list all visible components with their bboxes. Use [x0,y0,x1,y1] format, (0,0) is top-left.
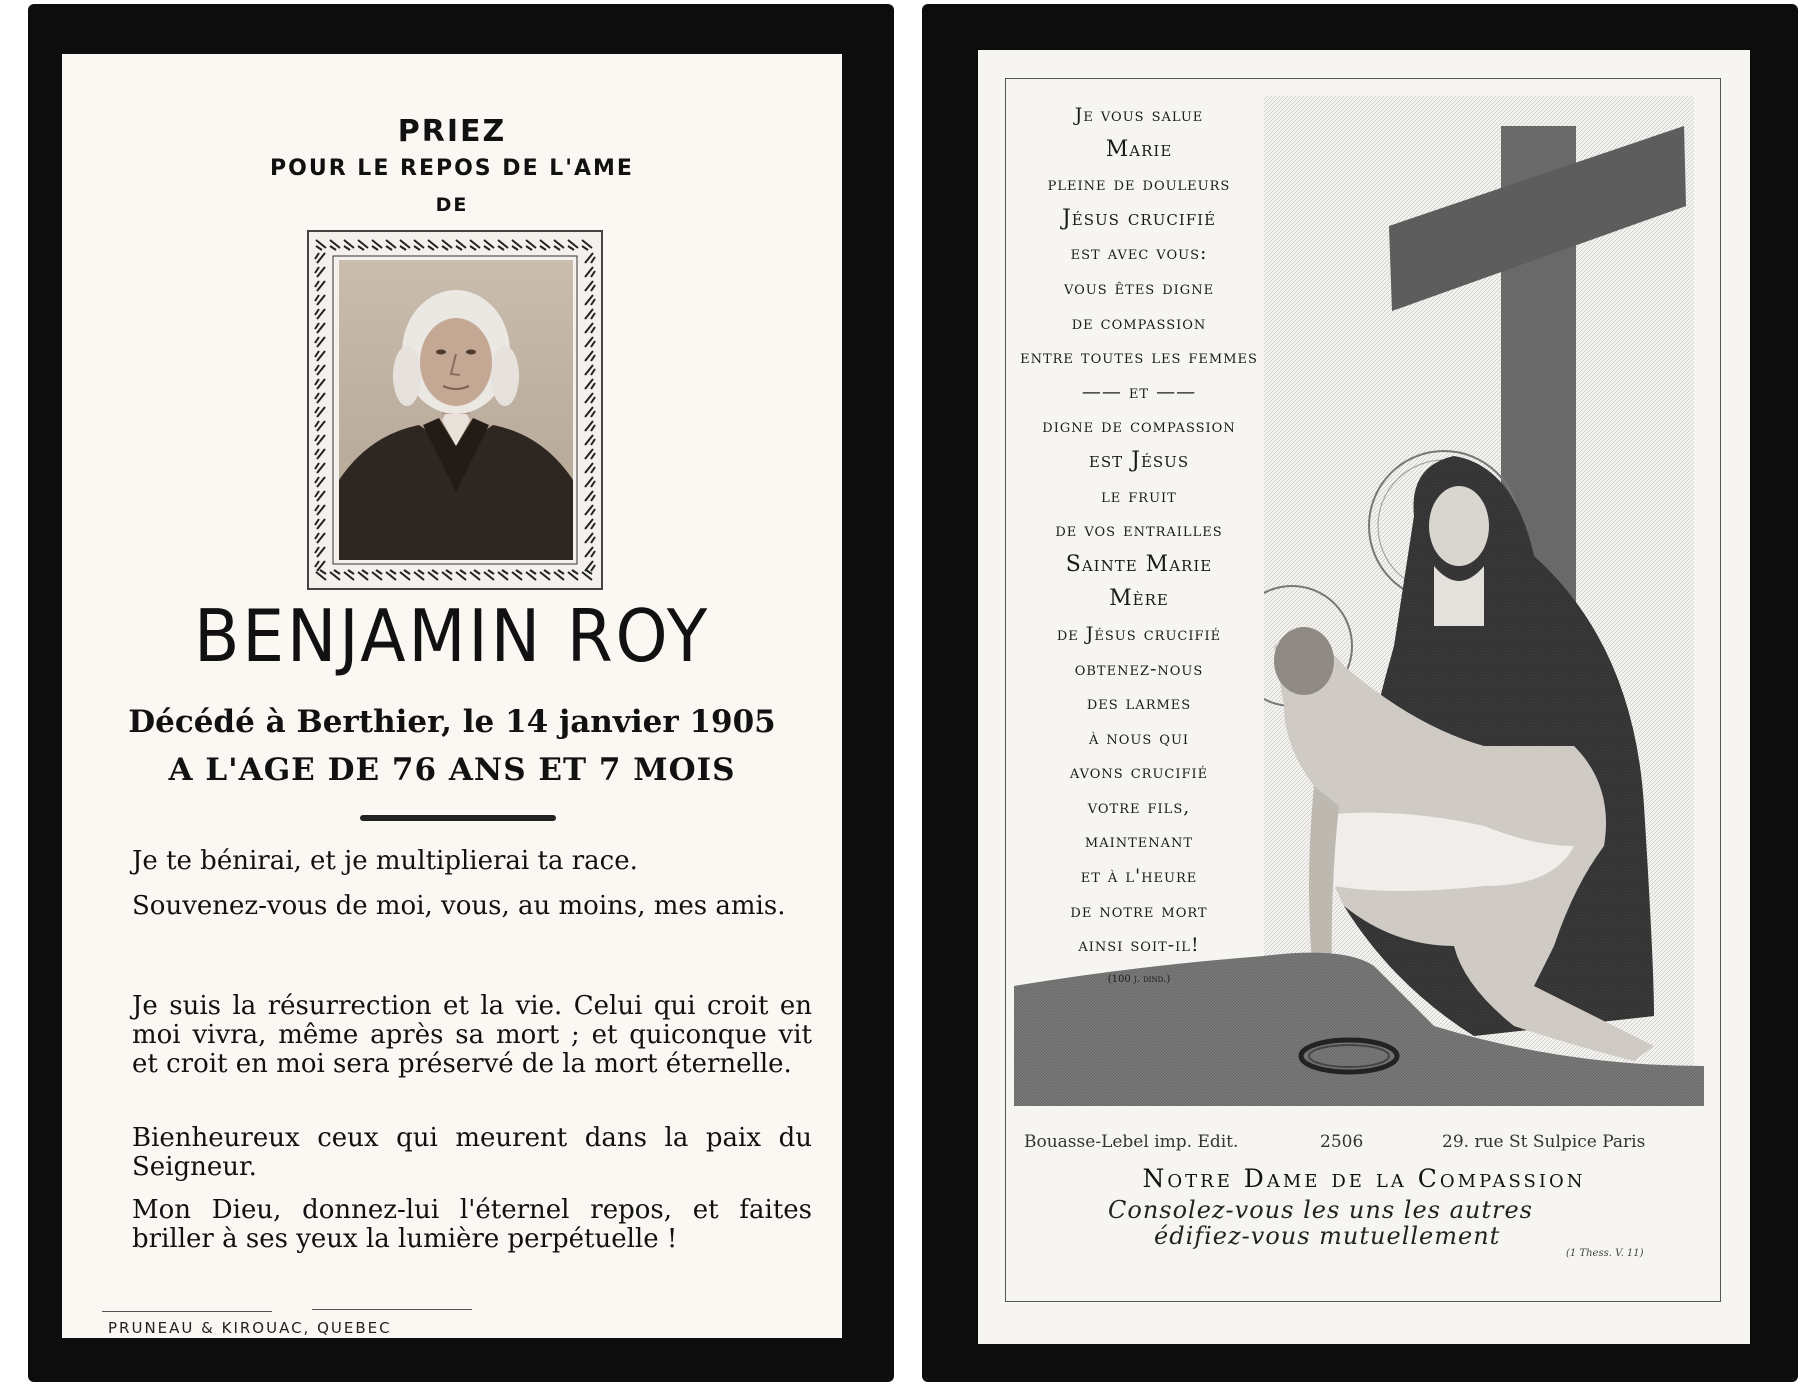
de-heading: DE [435,194,469,216]
prayer-line: votre fils, [1087,795,1191,818]
frame-ornament-mark [585,337,595,347]
frame-ornament-mark [372,570,382,580]
frame-ornament-mark [470,570,480,580]
frame-ornament-mark [315,351,325,361]
frame-ornament-mark [315,449,325,459]
frame-ornament-mark [315,295,325,305]
frame-ornament-mark [414,570,424,580]
frame-ornament-mark [315,267,325,277]
frame-ornament-mark [470,240,480,250]
frame-ornament-mark [315,561,325,571]
frame-ornament-mark [358,240,368,250]
frame-ornament-mark [315,491,325,501]
frame-ornament-mark [344,570,354,580]
frame-ornament-mark [512,570,522,580]
indulgence-note: (100 j. dind.) [1107,973,1171,985]
frame-ornament-mark [585,393,595,403]
frame-ornament-mark [428,240,438,250]
verse-2 [102,892,812,921]
prayer-line: à nous qui [1088,726,1190,749]
scripture-reference: (1 Thess. V. 11) [1566,1248,1644,1259]
frame-ornament-mark [315,505,325,515]
frame-ornament-mark [585,519,595,529]
frame-ornament-mark [498,570,508,580]
verse-5-text: Mon Dieu, donnez-lui l'éternel repos, et faites briller à ses yeux la lumière perpétuelle ! [132,1195,812,1254]
verse-1 [102,847,812,876]
deceased-name: BENJAMIN ROY [194,594,710,678]
death-date-line: Décédé à Berthier, le 14 janvier 1905 [128,704,776,740]
frame-ornament-mark [315,435,325,445]
frame-ornament-mark [585,309,595,319]
frame-ornament-mark [585,477,595,487]
frame-ornament-mark [315,309,325,319]
frame-ornament-mark [315,463,325,473]
verse-5 [102,1196,812,1254]
frame-ornament-mark [315,337,325,347]
frame-ornament-mark [526,240,536,250]
frame-ornament-mark [585,491,595,501]
prayer-line: Jésus crucifié [1061,205,1217,231]
prayer-line: maintenant [1084,830,1194,853]
scripture-line-2: édifiez-vous mutuellement [1154,1222,1501,1250]
frame-ornament-mark [585,379,595,389]
frame-ornament-mark [344,240,354,250]
frame-ornament-mark [554,240,564,250]
engraving-title: Notre Dame de la Compassion [1142,1164,1586,1193]
frame-ornament-mark [585,449,595,459]
prayer-line: de notre mort [1070,899,1208,922]
frame-ornament-mark [330,240,340,250]
prayer-line: de vos entrailles [1055,519,1223,542]
frame-ornament-mark [456,240,466,250]
prayer-line: Je vous salue [1074,104,1204,126]
frame-ornament-mark [315,393,325,403]
frame-ornament-mark [315,547,325,557]
frame-ornament-mark [526,570,536,580]
prayer-line: de compassion [1071,311,1207,334]
frame-ornament-mark [585,295,595,305]
prayer-text [1014,98,1264,997]
frame-ornament-mark [316,570,326,580]
prayer-line: ainsi soit-il! [1078,934,1200,957]
frame-ornament-mark [585,365,595,375]
frame-ornament-mark [456,570,466,580]
prayer-line: —— et —— [1081,380,1197,403]
printer-imprint: PRUNEAU & KIROUAC, QUEBEC [108,1319,392,1337]
prayer-line: et à l'heure [1080,865,1198,888]
frame-ornament-mark [442,240,452,250]
frame-ornament-mark [315,533,325,543]
prayer-line: est avec vous: [1070,242,1208,265]
frame-ornament-mark [315,281,325,291]
prayer-line: entre toutes les femmes [1020,346,1258,369]
frame-ornament-mark [585,505,595,515]
frame-ornament-mark [315,365,325,375]
memorial-card-front [62,54,842,1338]
frame-ornament-mark [315,323,325,333]
pour-le-repos-heading: POUR LE REPOS DE L'AME [270,156,634,181]
frame-ornament-mark [582,570,592,580]
printer-divider-right [312,1309,472,1310]
frame-ornament-mark [554,570,564,580]
frame-ornament-mark [484,570,494,580]
verse-3-text: Je suis la résurrection et la vie. Celui qui croit en moi vivra, même après sa mort ; et quiconque vit et croit en moi sera préservé de la mort éternelle. [132,991,812,1079]
verse-3 [102,992,812,1079]
frame-ornament-mark [386,240,396,250]
frame-ornament-mark [585,281,595,291]
prayer-line: avons crucifié [1069,761,1209,784]
frame-ornament-mark [568,240,578,250]
frame-ornament-mark [585,561,595,571]
publisher-number: 2506 [1320,1132,1364,1152]
prayer-line: obtenez-nous [1074,657,1204,680]
prayer-line: Marie [1105,136,1173,162]
scripture-line-1: Consolez-vous les uns les autres [1108,1196,1533,1224]
frame-ornament-mark [585,351,595,361]
prayer-line: de Jésus crucifié [1056,622,1222,645]
frame-ornament-mark [400,240,410,250]
ornament-divider [360,815,556,821]
prayer-line: pleine de douleurs [1047,173,1231,196]
frame-ornament-mark [315,407,325,417]
prayer-line: vous êtes digne [1063,276,1215,299]
frame-ornament-mark [372,240,382,250]
prayer-line: Sainte Marie [1065,551,1213,577]
frame-ornament-mark [540,240,550,250]
age-line: A L'AGE DE 76 ANS ET 7 MOIS [168,752,736,788]
priez-heading: PRIEZ [397,114,507,149]
publisher-address: 29. rue St Sulpice Paris [1442,1132,1646,1152]
prayer-line: est Jésus [1088,447,1190,473]
frame-ornament-mark [414,240,424,250]
verse-2-text: Souvenez-vous de moi, vous, au moins, mes amis. [132,891,786,921]
elderly-man-portrait-icon [339,260,573,560]
frame-ornament-mark [585,323,595,333]
frame-ornament-mark [585,407,595,417]
frame-ornament-mark [512,240,522,250]
frame-ornament-mark [428,570,438,580]
verse-4 [102,1124,812,1182]
printer-divider-left [102,1311,272,1312]
frame-ornament-mark [582,240,592,250]
frame-ornament-mark [585,533,595,543]
frame-ornament-mark [585,421,595,431]
frame-ornament-mark [315,477,325,487]
frame-ornament-mark [400,570,410,580]
frame-ornament-mark [585,547,595,557]
frame-ornament-mark [330,570,340,580]
frame-ornament-mark [315,421,325,431]
frame-ornament-mark [585,253,595,263]
frame-ornament-mark [585,463,595,473]
verse-1-text: Je te bénirai, et je multiplierai ta race. [132,846,638,876]
frame-ornament-mark [386,570,396,580]
frame-ornament-mark [315,253,325,263]
prayer-line: digne de compassion [1042,415,1236,438]
frame-ornament-mark [442,570,452,580]
frame-ornament-mark [484,240,494,250]
portrait-frame [307,230,603,590]
frame-ornament-mark [568,570,578,580]
frame-ornament-mark [585,435,595,445]
portrait-photo [339,260,573,560]
frame-ornament-mark [316,240,326,250]
frame-ornament-mark [585,267,595,277]
memorial-card-back [978,50,1750,1344]
frame-ornament-mark [315,379,325,389]
prayer-line: Mère [1109,586,1169,612]
prayer-line: le fruit [1101,484,1177,507]
publisher-name: Bouasse-Lebel imp. Edit. [1024,1132,1239,1152]
frame-ornament-mark [315,519,325,529]
verse-4-text: Bienheureux ceux qui meurent dans la paix du Seigneur. [132,1123,812,1182]
frame-ornament-mark [540,570,550,580]
frame-ornament-mark [358,570,368,580]
prayer-line: des larmes [1086,692,1192,715]
frame-ornament-mark [498,240,508,250]
